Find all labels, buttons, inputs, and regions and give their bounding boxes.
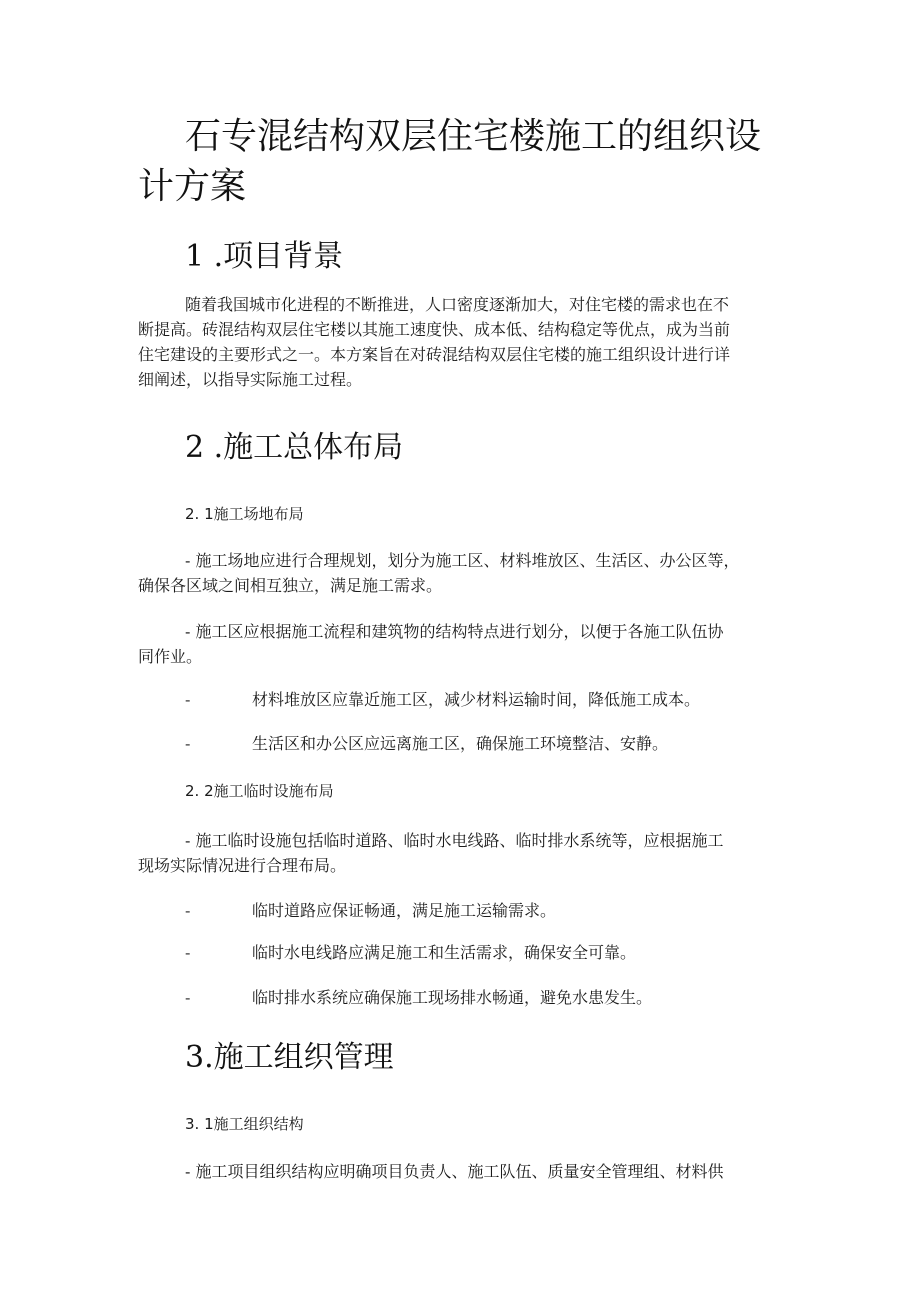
list-item-2-2-1-line-1: - 施工临时设施包括临时道路、临时水电线路、临时排水系统等，应根据施工 <box>185 831 724 850</box>
section-1-paragraph-line-1: 随着我国城市化进程的不断推进，人口密度逐渐加大，对住宅楼的需求也在不 <box>185 295 730 314</box>
section-1-paragraph-line-4: 细阐述，以指导实际施工过程。 <box>138 370 363 389</box>
subsection-2-2-heading: 2. 2施工临时设施布局 <box>185 782 334 800</box>
list-item-2-1-2-line-2: 同作业。 <box>138 647 203 666</box>
list-item-2-2-1-line-2: 现场实际情况进行合理布局。 <box>138 856 347 875</box>
list-item-2-2-2-dash: - <box>185 901 191 920</box>
document-title-line-2: 计方案 <box>138 166 247 207</box>
list-item-2-1-1-line-1: - 施工场地应进行合理规划，划分为施工区、材料堆放区、生活区、办公区等， <box>185 551 740 570</box>
section-1-paragraph-line-2: 断提高。砖混结构双层住宅楼以其施工速度快、成本低、结构稳定等优点，成为当前 <box>138 320 731 339</box>
list-item-3-1-1-line-1: - 施工项目组织结构应明确项目负责人、施工队伍、质量安全管理组、材料供 <box>185 1162 724 1181</box>
list-item-2-2-2-text: 临时道路应保证畅通，满足施工运输需求。 <box>252 901 557 920</box>
list-item-2-1-3-dash: - <box>185 690 191 709</box>
list-item-2-1-1-line-2: 确保各区域之间相互独立，满足施工需求。 <box>138 576 443 595</box>
list-item-2-2-3-text: 临时水电线路应满足施工和生活需求，确保安全可靠。 <box>252 943 637 962</box>
section-1-heading: 1 .项目背景 <box>185 239 344 274</box>
list-item-2-2-4-text: 临时排水系统应确保施工现场排水畅通，避免水患发生。 <box>252 988 653 1007</box>
document-title-line-1: 石专混结构双层住宅楼施工的组织设 <box>185 116 762 157</box>
list-item-2-2-4-dash: - <box>185 988 191 1007</box>
list-item-2-1-2-line-1: - 施工区应根据施工流程和建筑物的结构特点进行划分，以便于各施工队伍协 <box>185 622 724 641</box>
list-item-2-1-4-text: 生活区和办公区应远离施工区，确保施工环境整洁、安静。 <box>252 734 669 753</box>
list-item-2-2-3-dash: - <box>185 943 191 962</box>
subsection-3-1-heading: 3. 1施工组织结构 <box>185 1115 304 1133</box>
section-3-heading: 3.施工组织管理 <box>185 1040 394 1075</box>
subsection-2-1-heading: 2. 1施工场地布局 <box>185 505 304 523</box>
section-1-paragraph-line-3: 住宅建设的主要形式之一。本方案旨在对砖混结构双层住宅楼的施工组织设计进行详 <box>138 345 731 364</box>
section-2-heading: 2 .施工总体布局 <box>185 430 404 465</box>
list-item-2-1-3-text: 材料堆放区应靠近施工区，减少材料运输时间，降低施工成本。 <box>252 690 701 709</box>
list-item-2-1-4-dash: - <box>185 734 191 753</box>
